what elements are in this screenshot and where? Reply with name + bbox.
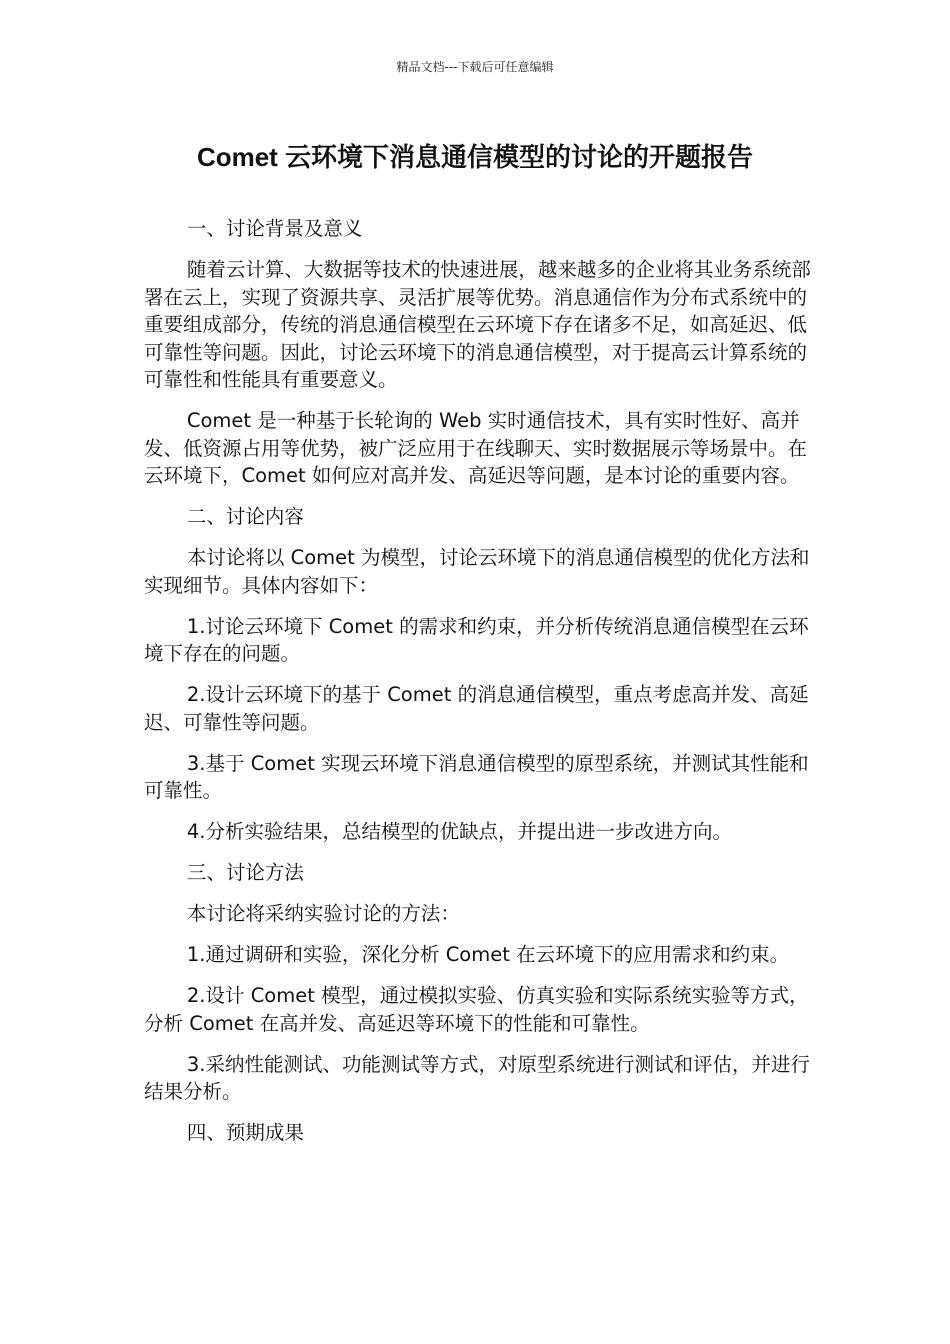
page-header-note: 精品文档---下载后可任意编辑: [396, 60, 554, 74]
body-paragraph: 本讨论将以 Comet 为模型，讨论云环境下的消息通信模型的优化方法和实现细节。具体内容如下：: [144, 546, 810, 597]
list-item: 2.设计 Comet 模型，通过模拟实验、仿真实验和实际系统实验等方式，分析 Comet 在高并发、高延迟等环境下的性能和可靠性。: [144, 984, 809, 1035]
list-item: 3.采纳性能测试、功能测试等方式，对原型系统进行测试和评估，并进行结果分析。: [144, 1052, 810, 1103]
document-title: Comet 云环境下消息通信模型的讨论的开题报告: [196, 142, 754, 172]
list-item: 1.通过调研和实验，深化分析 Comet 在云环境下的应用需求和约束。: [186, 943, 790, 966]
body-paragraph: Comet 是一种基于长轮询的 Web 实时通信技术，具有实时性好、高并发、低资源占用等优势，被广泛应用于在线聊天、实时数据展示等场景中。在云环境下，Comet 如何应对高并发、高延迟等问题，是本讨论的重要内容。: [144, 409, 808, 487]
list-item: 2.设计云环境下的基于 Comet 的消息通信模型，重点考虑高并发、高延迟、可靠性等问题。: [144, 683, 809, 734]
section-heading: 一、讨论背景及意义: [186, 217, 363, 240]
list-item: 4.分析实验结果，总结模型的优缺点，并提出进一步改进方向。: [186, 820, 732, 843]
body-paragraph: 随着云计算、大数据等技术的快速进展，越来越多的企业将其业务系统部署在云上，实现了资源共享、灵活扩展等优势。消息通信作为分布式系统中的重要组成部分，传统的消息通信模型在云环境下存在诸多不足，如高延迟、低可靠性等问题。因此，讨论云环境下的消息通信模型，对于提高云计算系统的可靠性和性能具有重要意义。: [144, 258, 811, 391]
body-paragraph: 本讨论将采纳实验讨论的方法：: [186, 902, 460, 925]
list-item: 3.基于 Comet 实现云环境下消息通信模型的原型系统，并测试其性能和可靠性。: [144, 751, 809, 802]
list-item: 1.讨论云环境下 Comet 的需求和约束，并分析传统消息通信模型在云环境下存在的问题。: [144, 614, 809, 665]
section-heading: 三、讨论方法: [186, 861, 304, 884]
section-heading: 四、预期成果: [186, 1121, 304, 1144]
document-body: [144, 215, 812, 1160]
section-heading: 二、讨论内容: [186, 505, 304, 528]
